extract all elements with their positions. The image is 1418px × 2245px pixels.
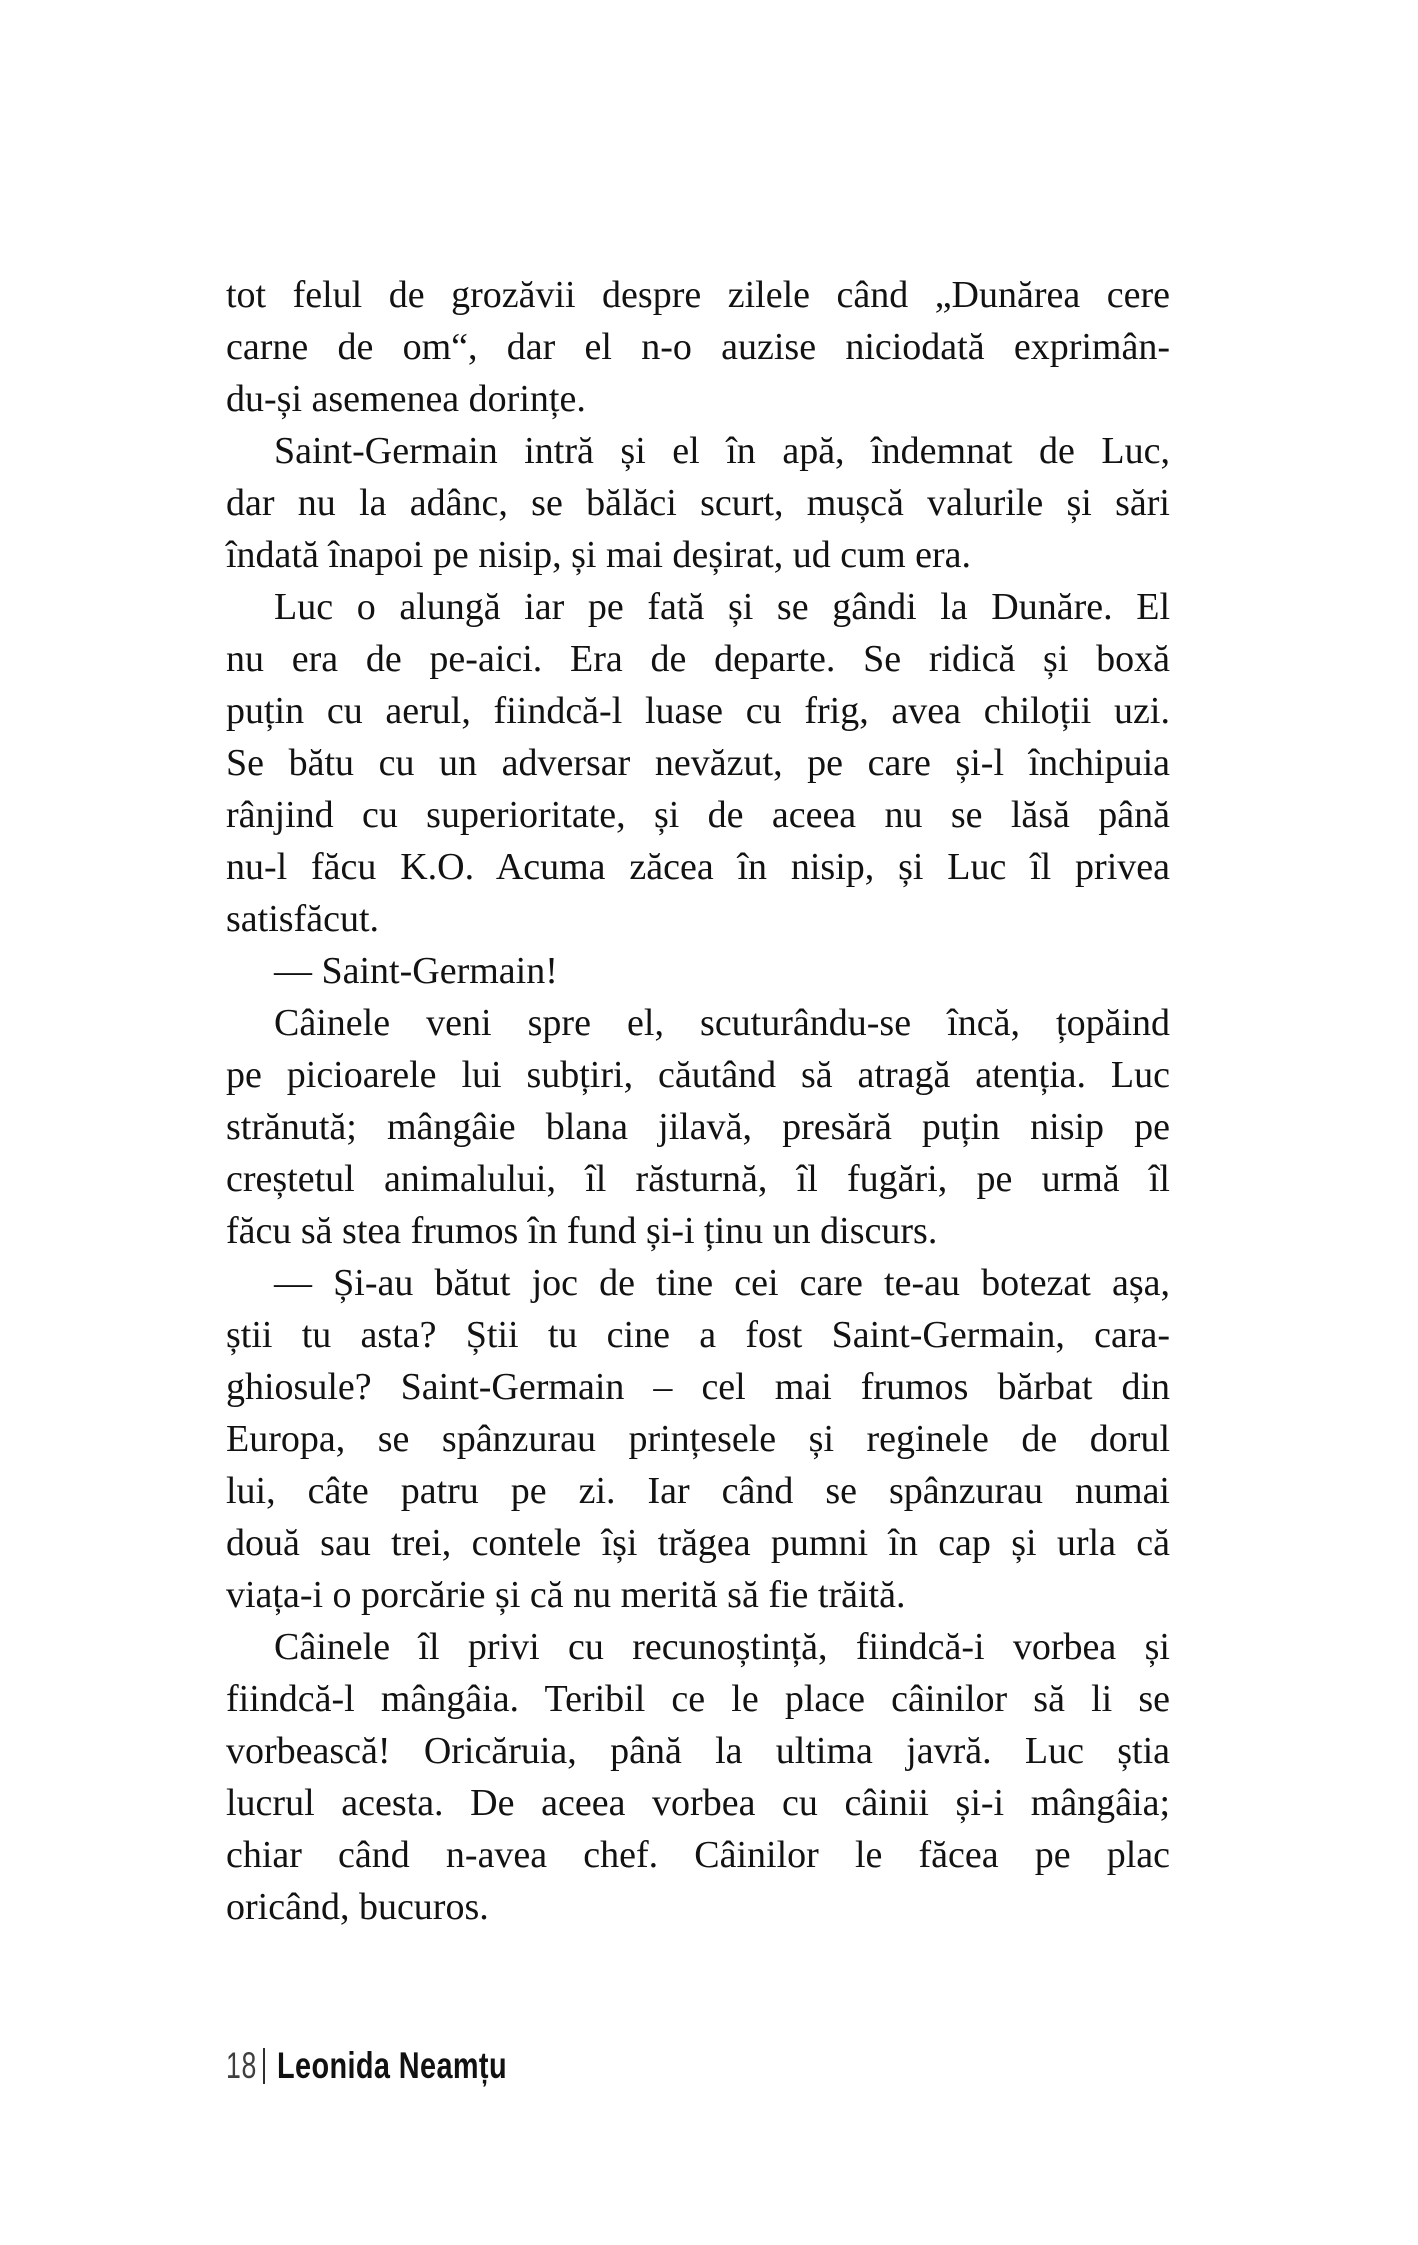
page-footer [226,2045,572,2087]
text-line: tot felul de grozăvii despre zilele când „Dunărea cere [226,274,1170,316]
text-line: vorbească! Oricăruia, până la ultima javră. Luc știa [226,1730,1170,1772]
text-line: pe picioarele lui subțiri, căutând să atragă atenția. Luc [226,1054,1170,1096]
text-line: rânjind cu superioritate, și de aceea nu se lăsă până [226,794,1170,836]
footer-separator-bar [263,2048,265,2084]
text-line: nu era de pe-aici. Era de departe. Se ridică și boxă [226,638,1170,680]
page-number: 18 [226,2045,258,2086]
text-line: Câinele veni spre el, scuturându-se încă, țopăind [274,1002,1170,1044]
text-line: lucrul acesta. De aceea vorbea cu câinii și-i mângâia; [226,1782,1170,1824]
text-line: lui, câte patru pe zi. Iar când se spânzurau numai [226,1470,1170,1512]
text-line: strănută; mângâie blana jilavă, presără puțin nisip pe [226,1106,1170,1148]
text-line: viața-i o porcărie și că nu merită să fie trăită. [226,1574,906,1616]
text-line: dar nu la adânc, se bălăci scurt, mușcă valurile și sări [226,482,1170,524]
text-line: fiindcă-l mângâia. Teribil ce le place câinilor să li se [226,1678,1170,1720]
text-line: nu-l făcu K.O. Acuma zăcea în nisip, și Luc îl privea [226,846,1170,888]
text-line: Saint-Germain intră și el în apă, îndemnat de Luc, [274,430,1170,472]
paragraph [226,1621,1170,1933]
text-line: creștetul animalului, îl răsturnă, îl fugări, pe urmă îl [226,1158,1170,1200]
paragraph [226,945,1170,997]
paragraph [226,1257,1170,1621]
text-line: Luc o alungă iar pe fată și se gândi la Dunăre. El [274,586,1170,628]
text-line: puțin cu aerul, fiindcă-l luase cu frig, avea chiloții uzi. [226,690,1170,732]
text-line: oricând, bucuros. [226,1886,489,1928]
text-line: făcu să stea frumos în fund și-i ținu un discurs. [226,1210,938,1252]
text-line: — Saint-Germain! [274,950,558,992]
paragraph [226,997,1170,1257]
text-line: du-și asemenea dorințe. [226,378,586,420]
text-line: Europa, se spânzurau prințesele și reginele de dorul [226,1418,1170,1460]
text-line: Se bătu cu un adversar nevăzut, pe care și-l închipuia [226,742,1170,784]
text-line: — Și-au bătut joc de tine cei care te-au botezat așa, [274,1262,1170,1304]
text-line: carne de om“, dar el n-o auzise niciodată exprimân- [226,326,1170,368]
text-line: știi tu asta? Știi tu cine a fost Saint-Germain, cara- [226,1314,1170,1356]
text-line: Câinele îl privi cu recunoștință, fiindcă-i vorbea și [274,1626,1170,1668]
text-block [226,269,1170,1933]
author-name: Leonida Neamțu [277,2045,508,2086]
paragraph [226,581,1170,945]
paragraph [226,425,1170,581]
text-line: satisfăcut. [226,898,380,940]
text-line: îndată înapoi pe nisip, și mai deșirat, ud cum era. [226,534,972,576]
paragraph [226,269,1170,425]
text-line: ghiosule? Saint-Germain – cel mai frumos bărbat din [226,1366,1170,1408]
text-line: chiar când n-avea chef. Câinilor le făcea pe plac [226,1834,1170,1876]
text-line: două sau trei, contele își trăgea pumni în cap și urla că [226,1522,1170,1564]
